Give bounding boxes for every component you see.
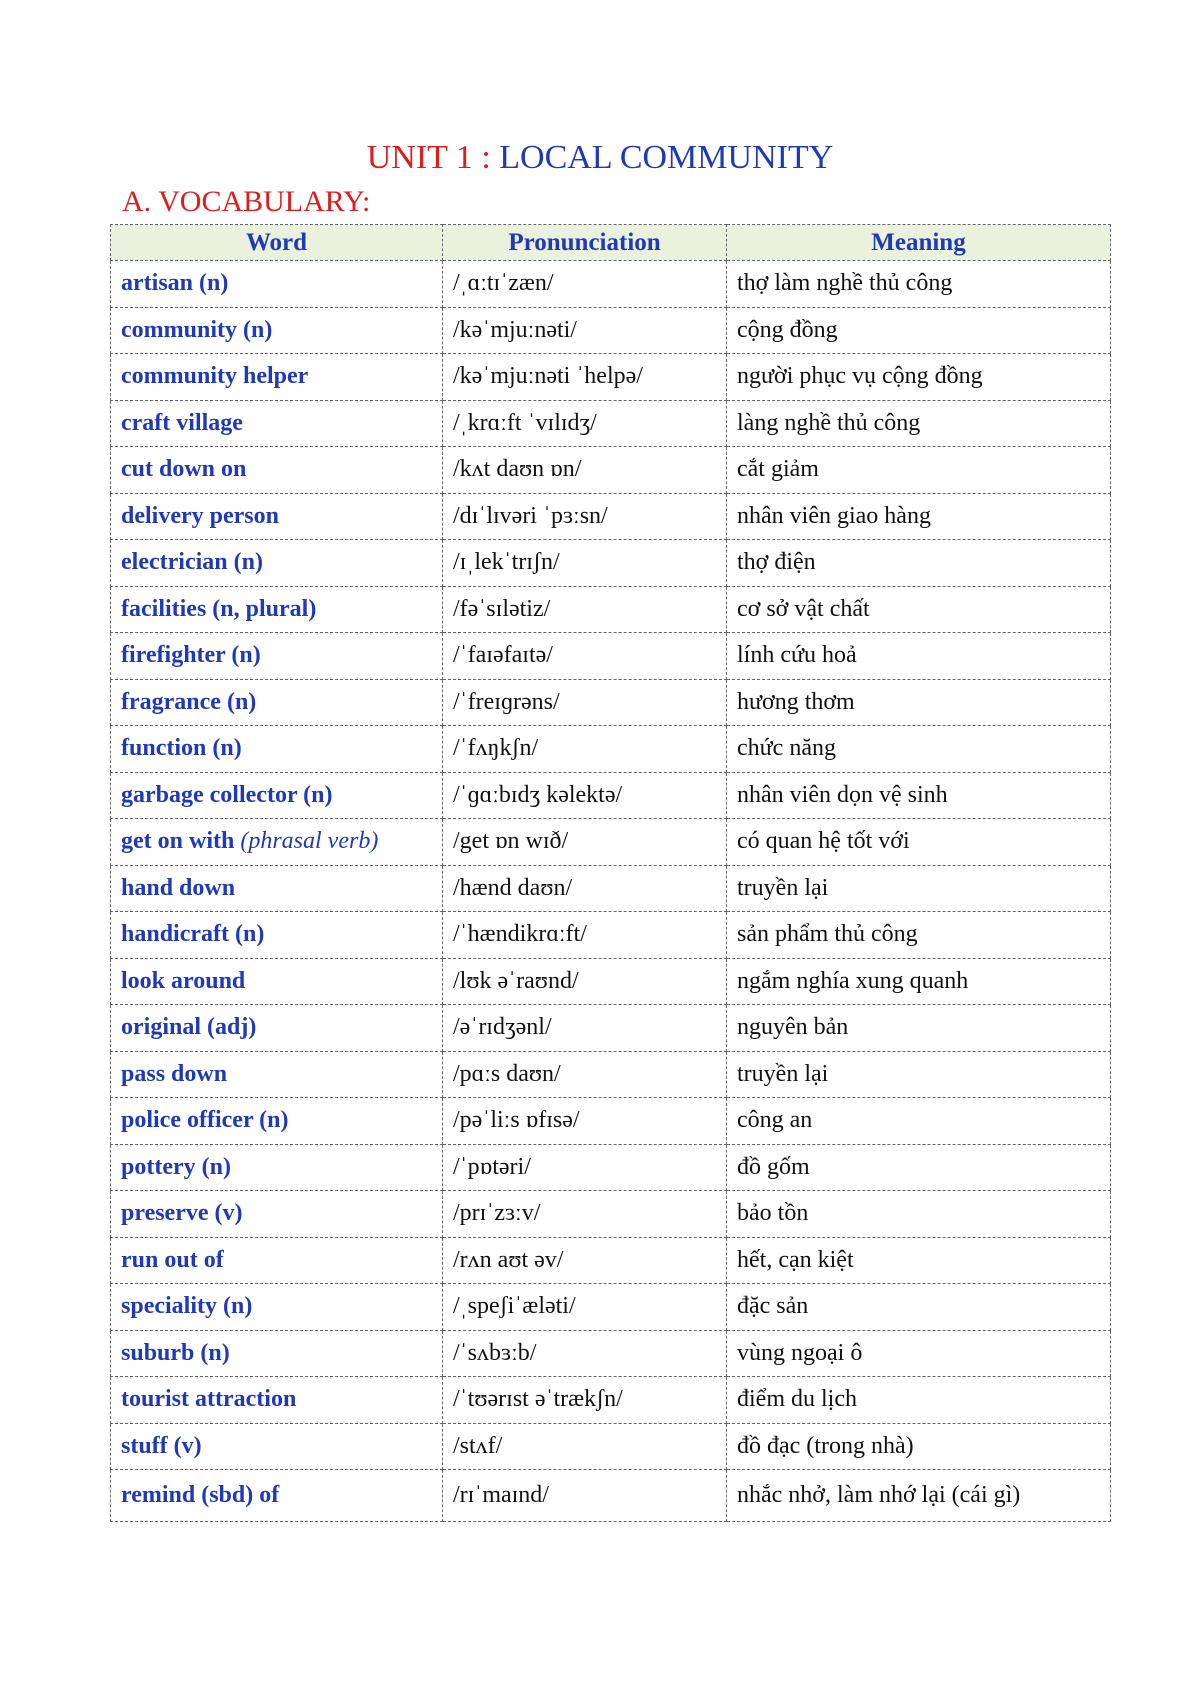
table-row bbox=[111, 1144, 1111, 1191]
meaning-cell: đặc sản bbox=[727, 1284, 1111, 1331]
table-row bbox=[111, 261, 1111, 308]
pronunciation-cell: /ˌspeʃiˈæləti/ bbox=[443, 1284, 727, 1331]
meaning-cell: nhắc nhở, làm nhớ lại (cái gì) bbox=[727, 1470, 1111, 1522]
word-text: run out of bbox=[121, 1246, 224, 1273]
word-text: delivery person bbox=[121, 502, 279, 529]
table-header-row bbox=[111, 225, 1111, 261]
meaning-cell: truyền lại bbox=[727, 865, 1111, 912]
table-row bbox=[111, 633, 1111, 680]
pronunciation-cell: /rɪˈmaɪnd/ bbox=[443, 1470, 727, 1522]
word-cell bbox=[111, 1284, 443, 1331]
pronunciation-cell: /get ɒn wɪð/ bbox=[443, 819, 727, 866]
pronunciation-cell: /pəˈliːs ɒfɪsə/ bbox=[443, 1098, 727, 1145]
table-row bbox=[111, 1237, 1111, 1284]
meaning-cell: điểm du lịch bbox=[727, 1377, 1111, 1424]
word-text: police officer (n) bbox=[121, 1107, 289, 1134]
meaning-cell: làng nghề thủ công bbox=[727, 400, 1111, 447]
word-cell bbox=[111, 958, 443, 1005]
meaning-cell: có quan hệ tốt với bbox=[727, 819, 1111, 866]
pronunciation-cell: /ˈsʌbɜːb/ bbox=[443, 1330, 727, 1377]
word-text: fragrance (n) bbox=[121, 688, 257, 715]
word-text: firefighter (n) bbox=[121, 642, 261, 669]
page-title bbox=[0, 138, 1200, 178]
pronunciation-cell: /dɪˈlɪvəri ˈpɜːsn/ bbox=[443, 493, 727, 540]
table-row bbox=[111, 1330, 1111, 1377]
word-text: electrician (n) bbox=[121, 549, 263, 576]
word-text: look around bbox=[121, 967, 246, 994]
meaning-cell: cộng đồng bbox=[727, 307, 1111, 354]
meaning-cell: lính cứu hoả bbox=[727, 633, 1111, 680]
meaning-cell: nhân viên dọn vệ sinh bbox=[727, 772, 1111, 819]
word-cell bbox=[111, 772, 443, 819]
meaning-cell: nguyên bản bbox=[727, 1005, 1111, 1052]
word-text: craft village bbox=[121, 409, 243, 436]
word-text: handicraft (n) bbox=[121, 921, 265, 948]
table-row bbox=[111, 819, 1111, 866]
table-row bbox=[111, 1377, 1111, 1424]
meaning-cell: sản phẩm thủ công bbox=[727, 912, 1111, 959]
pronunciation-cell: /ˈpɒtəri/ bbox=[443, 1144, 727, 1191]
word-cell bbox=[111, 1237, 443, 1284]
unit-name: LOCAL COMMUNITY bbox=[499, 139, 834, 176]
pronunciation-cell: /prɪˈzɜːv/ bbox=[443, 1191, 727, 1238]
word-text: hand down bbox=[121, 874, 236, 901]
title-separator: : bbox=[472, 139, 500, 176]
table-row bbox=[111, 912, 1111, 959]
pronunciation-cell: /hænd daʊn/ bbox=[443, 865, 727, 912]
word-text: community helper bbox=[121, 363, 309, 390]
table-row bbox=[111, 493, 1111, 540]
word-text: original (adj) bbox=[121, 1014, 257, 1041]
pronunciation-cell: /ˈhændikrɑːft/ bbox=[443, 912, 727, 959]
pronunciation-cell: /stʌf/ bbox=[443, 1423, 727, 1470]
table-row bbox=[111, 865, 1111, 912]
word-cell bbox=[111, 1377, 443, 1424]
word-text: stuff (v) bbox=[121, 1432, 202, 1459]
table-row bbox=[111, 1098, 1111, 1145]
word-text: community (n) bbox=[121, 316, 273, 343]
table-row bbox=[111, 540, 1111, 587]
meaning-cell: thợ điện bbox=[727, 540, 1111, 587]
word-cell bbox=[111, 912, 443, 959]
header-meaning: Meaning bbox=[727, 225, 1111, 261]
word-text: suburb (n) bbox=[121, 1339, 230, 1366]
pronunciation-cell: /ˌkrɑːft ˈvɪlɪdʒ/ bbox=[443, 400, 727, 447]
word-cell bbox=[111, 1098, 443, 1145]
pronunciation-cell: /ˌɑːtɪˈzæn/ bbox=[443, 261, 727, 308]
meaning-cell: truyền lại bbox=[727, 1051, 1111, 1098]
word-cell bbox=[111, 865, 443, 912]
pronunciation-cell: /kʌt daʊn ɒn/ bbox=[443, 447, 727, 494]
pronunciation-cell: /ˈɡɑːbɪdʒ kəlektə/ bbox=[443, 772, 727, 819]
meaning-cell: công an bbox=[727, 1098, 1111, 1145]
word-cell bbox=[111, 1470, 443, 1522]
table-row bbox=[111, 447, 1111, 494]
word-text: artisan (n) bbox=[121, 270, 229, 297]
word-cell bbox=[111, 1330, 443, 1377]
meaning-cell: đồ đạc (trong nhà) bbox=[727, 1423, 1111, 1470]
pronunciation-cell: /kəˈmjuːnəti/ bbox=[443, 307, 727, 354]
table-row bbox=[111, 1470, 1111, 1522]
header-word: Word bbox=[111, 225, 443, 261]
meaning-cell: hương thơm bbox=[727, 679, 1111, 726]
pronunciation-cell: /ˈtʊərɪst əˈtrækʃn/ bbox=[443, 1377, 727, 1424]
meaning-cell: cơ sở vật chất bbox=[727, 586, 1111, 633]
table-row bbox=[111, 726, 1111, 773]
table-row bbox=[111, 400, 1111, 447]
header-pronunciation: Pronunciation bbox=[443, 225, 727, 261]
meaning-cell: cắt giảm bbox=[727, 447, 1111, 494]
pronunciation-cell: /rʌn aʊt əv/ bbox=[443, 1237, 727, 1284]
word-cell bbox=[111, 1144, 443, 1191]
unit-number: UNIT 1 bbox=[366, 139, 473, 176]
table-row bbox=[111, 1051, 1111, 1098]
word-cell bbox=[111, 261, 443, 308]
word-cell bbox=[111, 540, 443, 587]
pronunciation-cell: /ˈfaɪəfaɪtə/ bbox=[443, 633, 727, 680]
table-row bbox=[111, 1284, 1111, 1331]
word-text: pottery (n) bbox=[121, 1153, 231, 1180]
word-cell bbox=[111, 1423, 443, 1470]
table-row bbox=[111, 1005, 1111, 1052]
word-cell bbox=[111, 493, 443, 540]
pronunciation-cell: /kəˈmjuːnəti ˈhelpə/ bbox=[443, 354, 727, 401]
word-text: facilities (n, plural) bbox=[121, 595, 317, 622]
word-text: get on with bbox=[121, 828, 235, 855]
meaning-cell: thợ làm nghề thủ công bbox=[727, 261, 1111, 308]
word-text: speciality (n) bbox=[121, 1293, 253, 1320]
word-cell bbox=[111, 586, 443, 633]
meaning-cell: đồ gốm bbox=[727, 1144, 1111, 1191]
meaning-cell: chức năng bbox=[727, 726, 1111, 773]
word-text: preserve (v) bbox=[121, 1200, 243, 1227]
table-row bbox=[111, 586, 1111, 633]
word-text: pass down bbox=[121, 1060, 228, 1087]
table-row bbox=[111, 772, 1111, 819]
section-heading: A. VOCABULARY: bbox=[122, 185, 371, 218]
meaning-cell: nhân viên giao hàng bbox=[727, 493, 1111, 540]
meaning-cell: bảo tồn bbox=[727, 1191, 1111, 1238]
table-row bbox=[111, 307, 1111, 354]
word-cell bbox=[111, 819, 443, 866]
word-cell bbox=[111, 679, 443, 726]
table-row bbox=[111, 1423, 1111, 1470]
word-cell bbox=[111, 1005, 443, 1052]
word-text: garbage collector (n) bbox=[121, 781, 333, 808]
word-text: function (n) bbox=[121, 735, 242, 762]
word-cell bbox=[111, 400, 443, 447]
pronunciation-cell: /pɑːs daʊn/ bbox=[443, 1051, 727, 1098]
word-text: tourist attraction bbox=[121, 1386, 297, 1413]
pronunciation-cell: /ˈfʌŋkʃn/ bbox=[443, 726, 727, 773]
meaning-cell: ngắm nghía xung quanh bbox=[727, 958, 1111, 1005]
pronunciation-cell: /ˈfreɪɡrəns/ bbox=[443, 679, 727, 726]
word-cell bbox=[111, 307, 443, 354]
meaning-cell: hết, cạn kiệt bbox=[727, 1237, 1111, 1284]
table-row bbox=[111, 354, 1111, 401]
table-row bbox=[111, 679, 1111, 726]
word-text: remind (sbd) of bbox=[121, 1482, 280, 1508]
word-cell bbox=[111, 633, 443, 680]
pronunciation-cell: /lʊk əˈraʊnd/ bbox=[443, 958, 727, 1005]
pronunciation-cell: /ɪˌlekˈtrɪʃn/ bbox=[443, 540, 727, 587]
pronunciation-cell: /əˈrɪdʒənl/ bbox=[443, 1005, 727, 1052]
table-row bbox=[111, 1191, 1111, 1238]
word-cell bbox=[111, 1191, 443, 1238]
table-row bbox=[111, 958, 1111, 1005]
word-cell bbox=[111, 726, 443, 773]
word-cell bbox=[111, 1051, 443, 1098]
word-text: cut down on bbox=[121, 456, 247, 483]
vocabulary-table bbox=[110, 224, 1111, 1522]
word-cell bbox=[111, 447, 443, 494]
word-note: (phrasal verb) bbox=[240, 828, 379, 855]
meaning-cell: người phục vụ cộng đồng bbox=[727, 354, 1111, 401]
word-cell bbox=[111, 354, 443, 401]
pronunciation-cell: /fəˈsɪlətiz/ bbox=[443, 586, 727, 633]
meaning-cell: vùng ngoại ô bbox=[727, 1330, 1111, 1377]
